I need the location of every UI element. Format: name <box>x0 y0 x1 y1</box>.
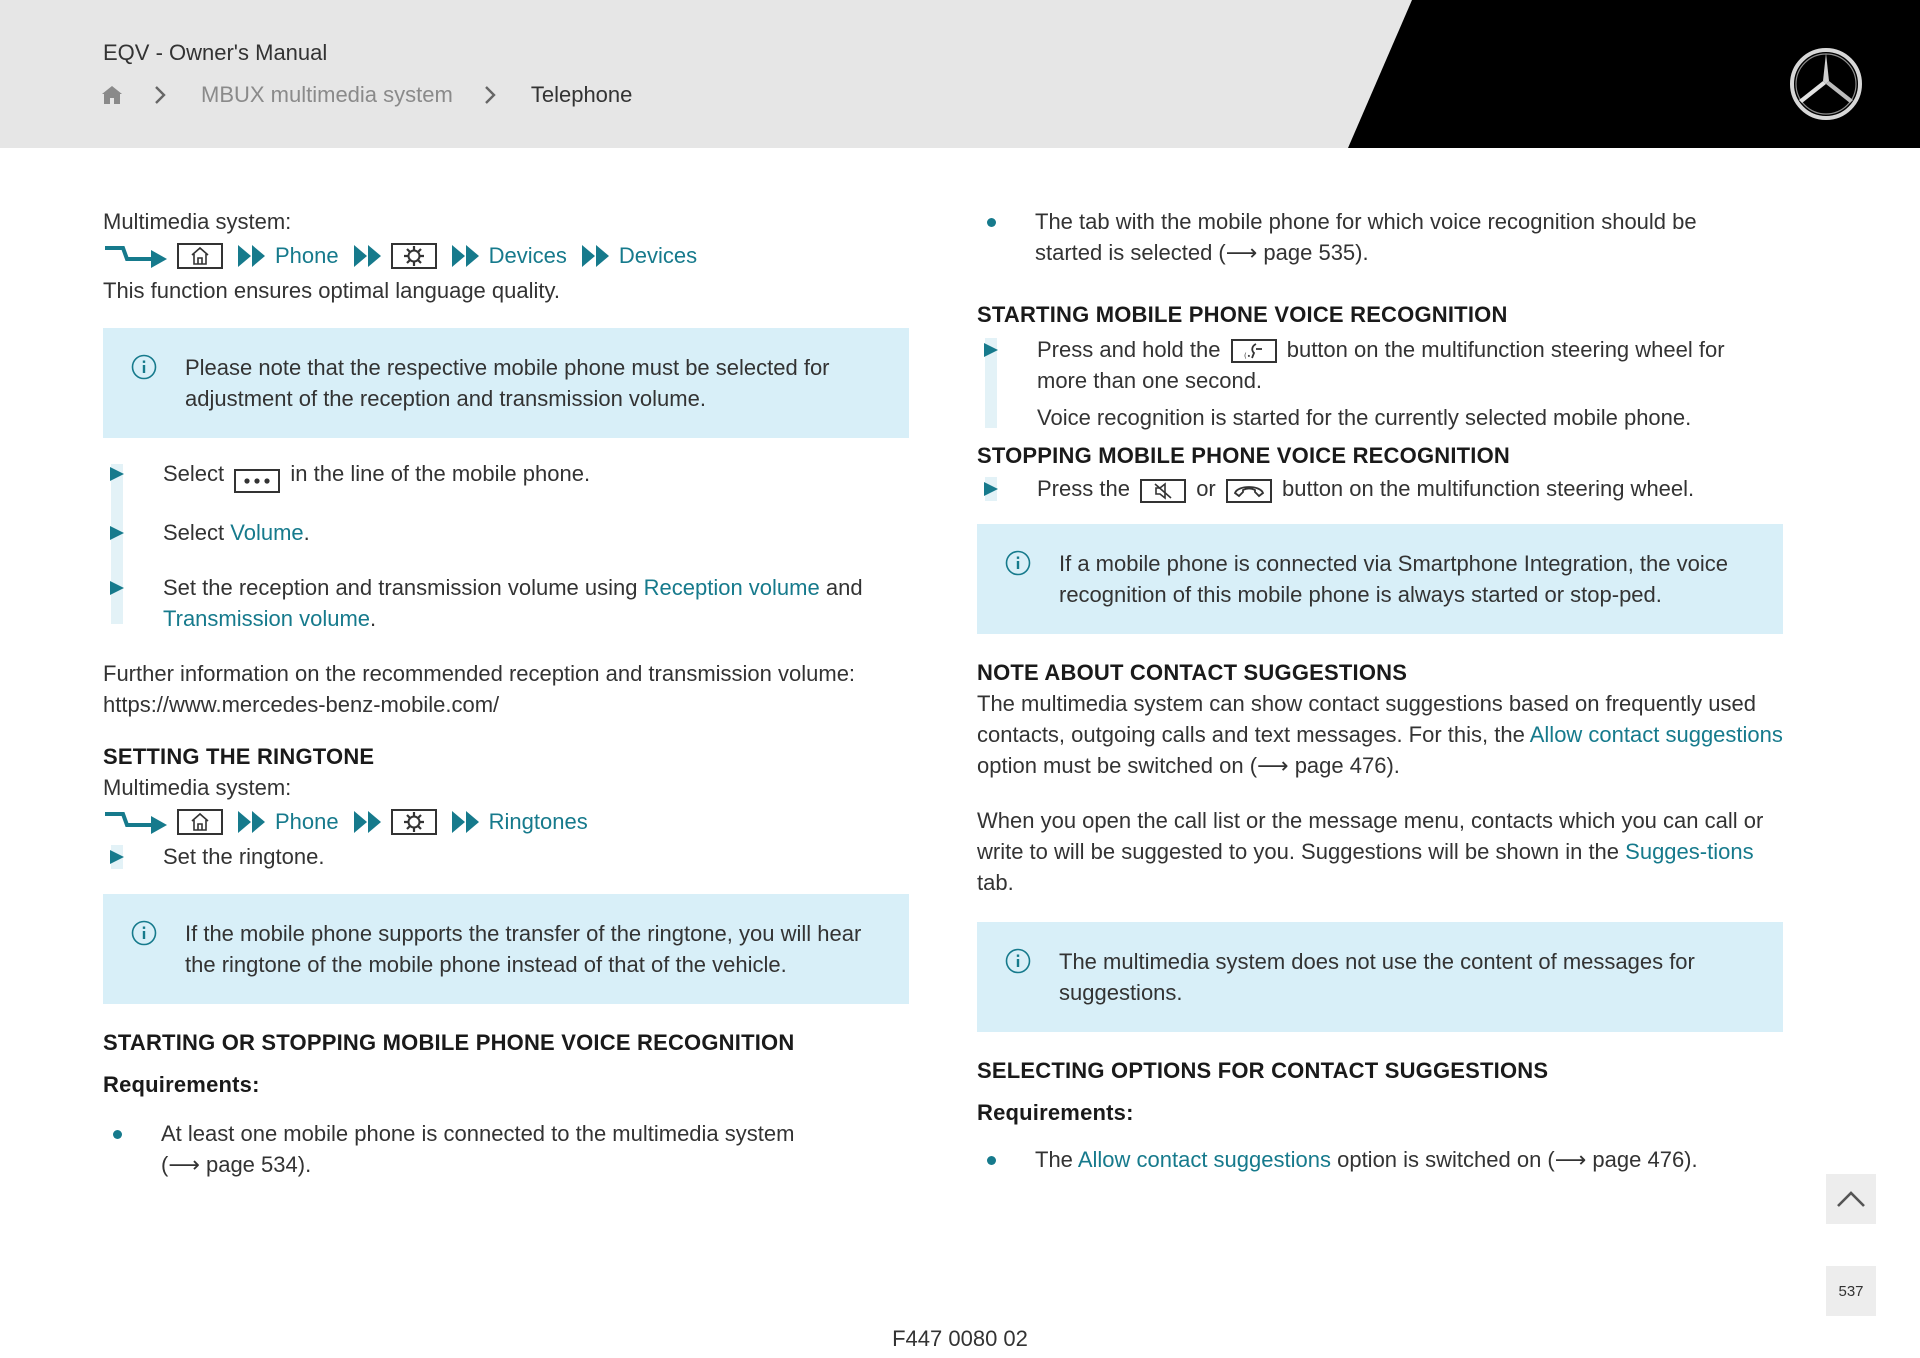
scroll-to-top-button[interactable] <box>1826 1174 1876 1224</box>
path-phone-link[interactable]: Phone <box>275 243 339 268</box>
more-options-icon[interactable] <box>234 469 280 493</box>
step-arrow-icon <box>109 466 125 482</box>
info-icon <box>131 920 157 946</box>
settings-gear-key-icon[interactable] <box>391 809 437 835</box>
bullet-dot <box>987 1156 996 1165</box>
bullet-dot <box>987 218 996 227</box>
settings-gear-key-icon[interactable] <box>391 243 437 269</box>
svg-text:(∙: (∙ <box>1243 352 1251 360</box>
chevron-up-icon <box>1836 1190 1866 1208</box>
path-phone-link[interactable]: Phone <box>275 809 339 834</box>
document-code: F447 0080 02 <box>892 1326 1028 1351</box>
step-arrow-icon <box>983 481 999 497</box>
call-list-paragraph: When you open the call list or the message menu, contacts which you can call or write to will be suggested to you. Suggestions will be shown in the Sugges-tions tab. <box>977 808 1764 895</box>
path-start-arrow-icon <box>103 809 169 835</box>
step-arrow-icon <box>109 525 125 541</box>
stop-voice-steps <box>977 473 1783 504</box>
breadcrumb <box>101 82 632 108</box>
double-arrow-icon <box>451 244 481 268</box>
section-heading-voice-recognition: STARTING OR STOPPING MOBILE PHONE VOICE RECOGNITION <box>103 1030 795 1055</box>
intro-text: This function ensures optimal language quality. <box>103 278 560 303</box>
ringtone-steps <box>103 841 909 872</box>
double-arrow-icon <box>353 810 383 834</box>
double-arrow-icon <box>451 810 481 834</box>
info-box-messages <box>977 922 1783 1032</box>
info-box-ringtone <box>103 894 909 1004</box>
page-header <box>0 0 1920 148</box>
double-arrow-icon <box>581 244 611 268</box>
allow-contact-suggestions-link[interactable]: Allow contact suggestions <box>1077 1147 1331 1172</box>
home-key-icon[interactable] <box>177 809 223 835</box>
step-arrow-icon <box>109 580 125 596</box>
info-box-phone-selected <box>103 328 909 438</box>
double-arrow-icon <box>237 244 267 268</box>
mercedes-star-logo[interactable] <box>1788 46 1864 122</box>
path-devices-link[interactable]: Devices <box>488 243 567 268</box>
step-set-volume: Set the reception and transmission volume using Reception volume and Transmission volume. <box>103 572 909 634</box>
requirements-label: Requirements: <box>103 1072 260 1097</box>
multimedia-system-label: Multimedia system: <box>103 775 292 800</box>
document-title: EQV - Owner's Manual <box>103 40 328 65</box>
multimedia-system-label: Multimedia system: <box>103 209 292 234</box>
step-select-volume: Select Volume. <box>103 517 909 548</box>
section-heading-contact-suggestions: NOTE ABOUT CONTACT SUGGESTIONS <box>977 660 1408 685</box>
start-voice-steps <box>977 334 1783 433</box>
requirement-item: At least one mobile phone is connected to the multimedia system (⟶ page 534). <box>103 1118 909 1180</box>
page-reference-link[interactable]: (⟶ page 534). <box>161 1152 312 1177</box>
right-column <box>977 200 1783 1175</box>
info-icon <box>1005 948 1031 974</box>
step-arrow-icon <box>109 849 125 865</box>
section-heading-stop-voice: STOPPING MOBILE PHONE VOICE RECOGNITION <box>977 443 1511 468</box>
requirement-item: The Allow contact suggestions option is switched on (⟶ page 476). <box>977 1144 1783 1175</box>
end-call-button-icon[interactable] <box>1226 479 1272 503</box>
step-press-voice-button: Press and hold the (∙ button on the multifunction steering wheel for more than one second. <box>977 334 1783 396</box>
step-set-ringtone: Set the ringtone. <box>103 841 909 872</box>
voice-control-button-icon[interactable] <box>1231 339 1277 363</box>
header-black-band <box>0 0 1920 148</box>
section-heading-start-voice: STARTING MOBILE PHONE VOICE RECOGNITION <box>977 302 1508 327</box>
step-result-text: Voice recognition is started for the currently selected mobile phone. <box>1037 405 1692 430</box>
left-column <box>103 200 909 1180</box>
allow-contact-suggestions-link[interactable]: Allow contact suggestions <box>1529 722 1783 747</box>
double-arrow-icon <box>237 810 267 834</box>
menu-path-devices <box>103 237 909 275</box>
requirements-label: Requirements: <box>977 1100 1134 1125</box>
requirement-item: The tab with the mobile phone for which voice recognition should be started is selected (⟶ page 535). <box>977 206 1783 268</box>
double-arrow-icon <box>353 244 383 268</box>
info-icon <box>131 354 157 380</box>
volume-steps <box>103 458 909 634</box>
section-heading-contact-options: SELECTING OPTIONS FOR CONTACT SUGGESTIONS <box>977 1058 1549 1083</box>
contact-suggestions-paragraph: The multimedia system can show contact suggestions based on frequently used contacts, outgoing calls and text messages. For this, the Allow contact suggestions option must be switched on (⟶ page 476). <box>977 691 1783 778</box>
reception-volume-link[interactable]: Reception volume <box>643 575 820 600</box>
menu-path-ringtones <box>103 803 909 841</box>
info-text: The multimedia system does not use the content of messages for suggestions. <box>1059 949 1695 1005</box>
suggestions-tab-link[interactable]: Sugges-tions <box>1625 839 1754 864</box>
breadcrumb-multimedia-link[interactable]: MBUX multimedia system <box>201 82 453 107</box>
section-heading-ringtone: SETTING THE RINGTONE <box>103 744 375 769</box>
step-select-more: Select in the line of the mobile phone. <box>103 458 909 493</box>
step-arrow-icon <box>983 342 999 358</box>
volume-link[interactable]: Volume <box>230 520 304 545</box>
bullet-dot <box>113 1130 122 1139</box>
info-text: If a mobile phone is connected via Smartphone Integration, the voice recognition of this mobile phone is always started or stop-ped. <box>1059 551 1728 607</box>
further-info-text: Further information on the recommended reception and transmission volume: https://www.mercedes-benz-mobile.com/ <box>103 658 909 720</box>
path-devices-link[interactable]: Devices <box>618 243 698 268</box>
step-press-stop-button: Press the or button on the multifunction steering wheel. <box>977 473 1783 504</box>
info-box-smartphone-integration <box>977 524 1783 634</box>
mercedes-url-link[interactable]: https://www.mercedes-benz-mobile.com/ <box>103 692 500 717</box>
breadcrumb-current: Telephone <box>530 82 633 107</box>
home-icon[interactable] <box>101 84 123 106</box>
path-start-arrow-icon <box>103 243 169 269</box>
mute-button-icon[interactable] <box>1140 479 1186 503</box>
transmission-volume-link[interactable]: Transmission volume <box>163 606 371 631</box>
info-icon <box>1005 550 1031 576</box>
page-reference-link[interactable]: started is selected (⟶ page 535). <box>1035 240 1369 265</box>
chevron-right-icon <box>483 85 497 105</box>
page-number-badge[interactable] <box>1826 1266 1876 1316</box>
path-ringtones-link[interactable]: Ringtones <box>488 809 588 834</box>
chevron-right-icon <box>153 85 167 105</box>
info-text: Please note that the respective mobile phone must be selected for adjustment of the reception and transmission volume. <box>185 355 830 411</box>
home-key-icon[interactable] <box>177 243 223 269</box>
info-text: If the mobile phone supports the transfer of the ringtone, you will hear the ringtone of the mobile phone instead of that of the vehicle. <box>185 921 862 977</box>
page-number: 537 <box>1838 1282 1864 1300</box>
